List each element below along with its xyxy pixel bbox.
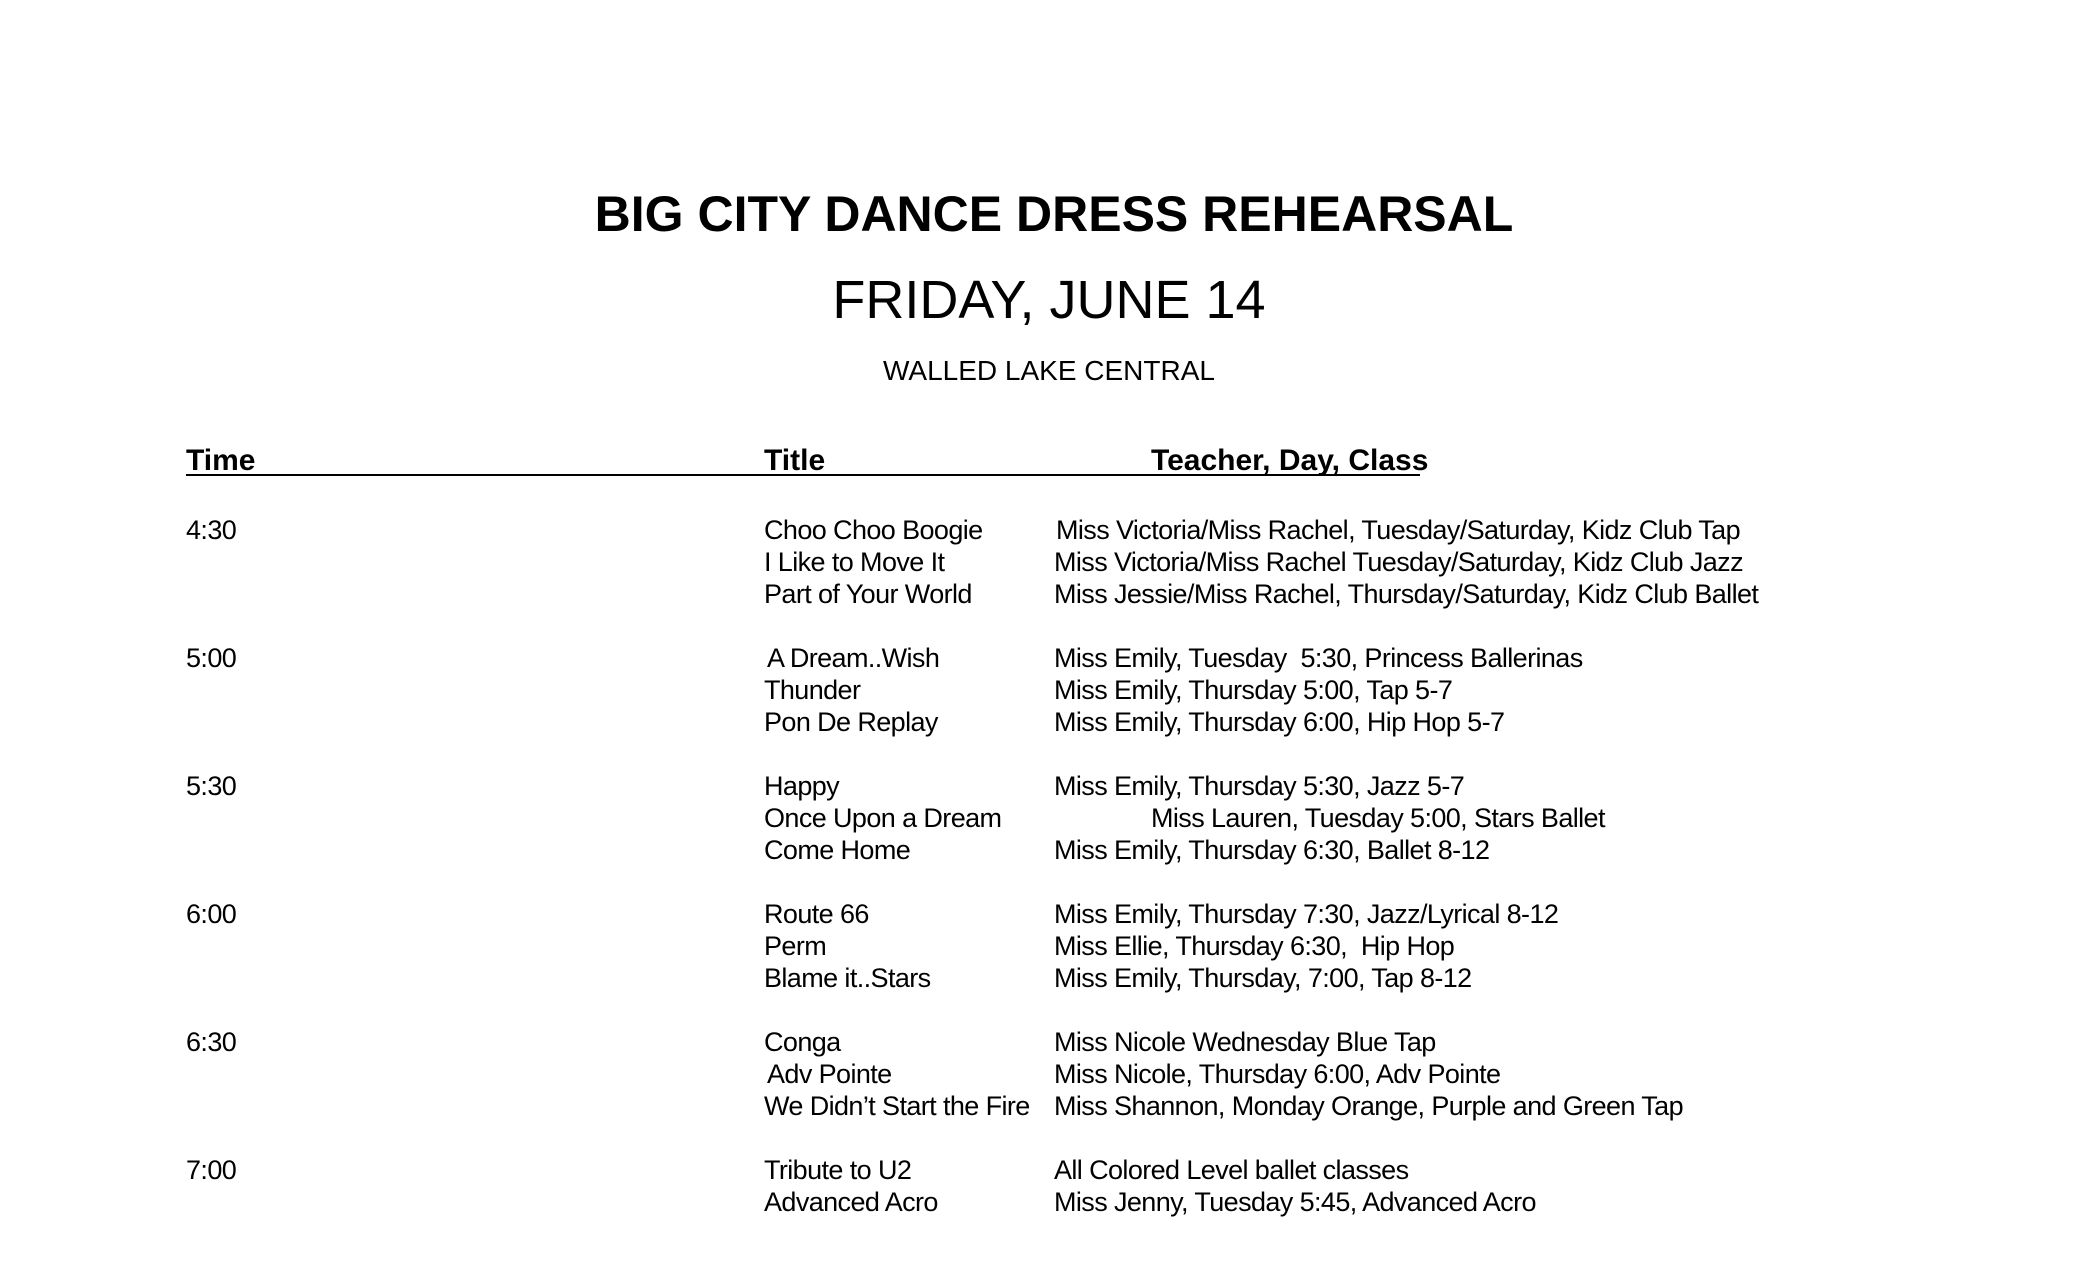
routine-title: Pon De Replay <box>764 707 938 737</box>
block-time: 5:00 <box>186 643 237 673</box>
block-time: 5:30 <box>186 771 237 801</box>
routine-teacher: Miss Nicole, Thursday 6:00, Adv Pointe <box>1054 1059 1501 1089</box>
event-venue: WALLED LAKE CENTRAL <box>883 355 1215 386</box>
routine-title: Thunder <box>764 675 861 705</box>
routine-title: Perm <box>764 931 827 961</box>
block-time: 6:00 <box>186 899 237 929</box>
routine-title: I Like to Move It <box>764 547 945 577</box>
routine-teacher: Miss Emily, Thursday 7:30, Jazz/Lyrical 8-12 <box>1054 899 1559 929</box>
routine-teacher: Miss Victoria/Miss Rachel Tuesday/Saturday, Kidz Club Jazz <box>1054 547 1743 577</box>
column-header-title: Title <box>764 444 826 477</box>
routine-title: Part of Your World <box>764 579 972 609</box>
routine-title: Come Home <box>764 835 911 865</box>
column-header-teacher: Teacher, Day, Class <box>1151 444 1429 477</box>
event-date: FRIDAY, JUNE 14 <box>832 270 1266 330</box>
routine-title: Route 66 <box>764 899 869 929</box>
block-time: 7:00 <box>186 1155 237 1185</box>
routine-teacher: Miss Emily, Thursday 5:00, Tap 5-7 <box>1054 675 1453 705</box>
routine-teacher: Miss Shannon, Monday Orange, Purple and Green Tap <box>1054 1091 1684 1121</box>
routine-teacher: Miss Ellie, Thursday 6:30, Hip Hop <box>1054 931 1455 961</box>
routine-teacher: Miss Lauren, Tuesday 5:00, Stars Ballet <box>1151 803 1605 833</box>
column-header-time: Time <box>186 444 256 477</box>
routine-title: Choo Choo Boogie <box>764 515 983 545</box>
routine-title: Conga <box>764 1027 841 1057</box>
routine-title: We Didn’t Start the Fire <box>764 1091 1030 1121</box>
routine-teacher: Miss Jessie/Miss Rachel, Thursday/Saturday, Kidz Club Ballet <box>1054 579 1759 609</box>
routine-teacher: Miss Jenny, Tuesday 5:45, Advanced Acro <box>1054 1187 1536 1217</box>
routine-title: Adv Pointe <box>767 1059 892 1089</box>
routine-title: Tribute to U2 <box>764 1155 912 1185</box>
document-title <box>0 184 2098 244</box>
routine-teacher: Miss Emily, Thursday, 7:00, Tap 8-12 <box>1054 963 1472 993</box>
document-title-text: BIG CITY DANCE DRESS REHEARSAL <box>594 186 1514 242</box>
routine-title: Once Upon a Dream <box>764 803 1002 833</box>
routine-teacher: Miss Nicole Wednesday Blue Tap <box>1054 1027 1436 1057</box>
routine-teacher: Miss Emily, Thursday 6:00, Hip Hop 5-7 <box>1054 707 1505 737</box>
routine-teacher: Miss Emily, Thursday 6:30, Ballet 8-12 <box>1054 835 1490 865</box>
routine-teacher: Miss Emily, Thursday 5:30, Jazz 5-7 <box>1054 771 1465 801</box>
routine-title: Happy <box>764 771 840 801</box>
routine-teacher: All Colored Level ballet classes <box>1054 1155 1409 1185</box>
routine-title: Blame it..Stars <box>764 963 931 993</box>
routine-teacher: Miss Emily, Tuesday 5:30, Princess Ballerinas <box>1054 643 1583 673</box>
routine-teacher: Miss Victoria/Miss Rachel, Tuesday/Saturday, Kidz Club Tap <box>1056 515 1741 545</box>
block-time: 4:30 <box>186 515 237 545</box>
routine-title: A Dream..Wish <box>767 643 940 673</box>
block-time: 6:30 <box>186 1027 237 1057</box>
routine-title: Advanced Acro <box>764 1187 938 1217</box>
